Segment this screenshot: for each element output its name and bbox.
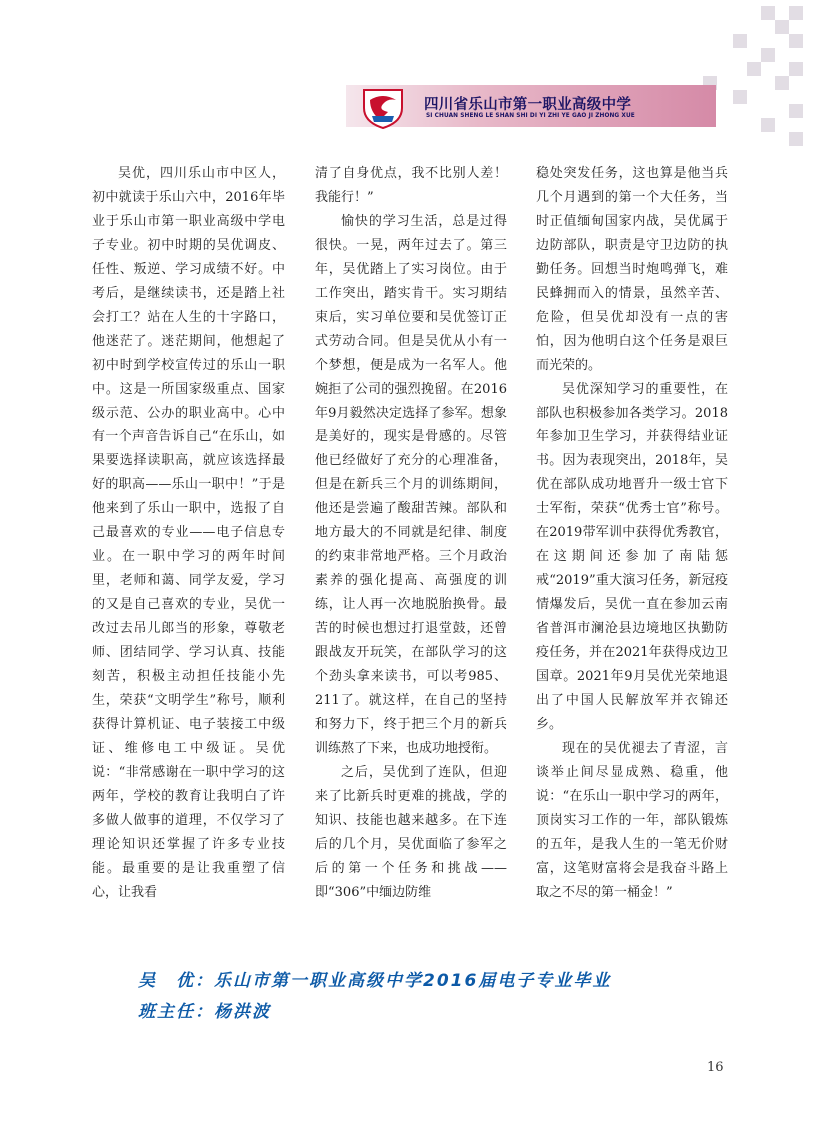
article-column-2 xyxy=(315,162,507,905)
byline-student: 吴 优：乐山市第一职业高级中学2016届电子专业毕业 xyxy=(138,971,612,991)
page-number: 16 xyxy=(707,1060,724,1075)
school-name-pinyin: SI CHUAN SHENG LE SHAN SHI DI YI ZHI YE GAO JI ZHONG XUE xyxy=(426,113,635,119)
article-column-1 xyxy=(92,162,285,905)
decorative-corner-pattern xyxy=(561,6,811,156)
paragraph-continued: 稳处突发任务，这也算是他当兵几个月遇到的第一个大任务，当时正值缅甸国家内战，吴优属于边防部队，职责是守卫边防的执勤任务。回想当时炮鸣弹飞，难民蜂拥而入的情景，虽然辛苦、危险，但吴优却没有一点的害怕，因为他明白这个任务是艰巨而光荣的。 xyxy=(536,166,728,373)
byline-teacher: 班主任：杨洪波 xyxy=(138,1002,271,1022)
paragraph: 吴优，四川乐山市中区人，初中就读于乐山六中，2016年毕业于乐山市第一职业高级中学电子专业。初中时期的吴优调皮、任性、叛逆、学习成绩不好。中考后，是继续读书，还是踏上社会打工？站在人生的十字路口，他迷茫了。迷茫期间，他想起了初中时到学校宣传过的乐山一职中。这是一所国家级重点、国家级示范、公办的职业高中。心中有一个声音告诉自己“在乐山，如果要选择读职高，就应该选择最好的职高——乐山一职中！”于是他来到了乐山一职中，选报了自己最喜欢的专业——电子信息专业。在一职中学习的两年时间里，老师和蔼、同学友爱，学习的又是自己喜欢的专业，吴优一改过去吊儿郎当的形象，尊敬老师、团结同学、学习认真、技能刻苦，积极主动担任技能小先生，荣获“文明学生”称号，顺利获得计算机证、电子装接工中级证、维修电工中级证。吴优说：“非常感谢在一职中学习的这两年，学校的教育让我明白了许多做人做事的道理，不仅学习了理论知识还掌握了许多专业技能。最重要的是让我重塑了信心，让我看 xyxy=(92,166,285,900)
school-name-cn: 四川省乐山市第一职业高级中学 xyxy=(424,97,632,113)
school-emblem-icon xyxy=(358,86,408,130)
paragraph: 吴优深知学习的重要性，在部队也积极参加各类学习。2018年参加卫生学习，并获得结业证书。因为表现突出，2018年，吴优在部队成功地晋升一级士官下士军衔，荣获“优秀士官”称号。在2019带军训中获得优秀教官，在这期间还参加了南陆惩戒“2019”重大演习任务，新冠疫情爆发后，吴优一直在参加云南省普洱市澜沧县边境地区执勤防疫任务，并在2021年获得戍边卫国章。2021年9月吴优光荣地退出了中国人民解放军并衣锦还乡。 xyxy=(536,381,728,732)
paragraph-continued: 清了自身优点，我不比别人差！我能行！” xyxy=(315,166,507,205)
paragraph: 之后，吴优到了连队，但迎来了比新兵时更难的挑战，学的知识、技能也越来越多。在下连后的几个月，吴优面临了参军之后的第一个任务和挑战——即“306”中缅边防维 xyxy=(315,764,507,900)
paragraph: 愉快的学习生活，总是过得很快。一晃，两年过去了。第三年，吴优踏上了实习岗位。由于工作突出，踏实肯干。实习期结束后，实习单位要和吴优签订正式劳动合同。但是吴优从小有一个梦想，便是成为一名军人。他婉拒了公司的强烈挽留。在2016年9月毅然决定选择了参军。想象是美好的，现实是骨感的。尽管他已经做好了充分的心理准备，但是在新兵三个月的训练期间，他还是尝遍了酸甜苦辣。部队和地方最大的不同就是纪律、制度的约束非常地严格。三个月政治素养的强化提高、高强度的训练，让人再一次地脱胎换骨。最苦的时候也想过打退堂鼓，还曾跟战友开玩笑，在部队学习的这个劲头拿来读书，可以考985、211了。就这样，在自己的坚持和努力下，终于把三个月的新兵训练熬了下来，也成功地授衔。 xyxy=(315,213,507,756)
paragraph: 现在的吴优褪去了青涩，言谈举止间尽显成熟、稳重，他说：“在乐山一职中学习的两年，顶岗实习工作的一年，部队锻炼的五年，是我人生的一笔无价财富，这笔财富将会是我奋斗路上取之不尽的第一桶金！” xyxy=(536,740,728,900)
article-column-3 xyxy=(536,162,728,905)
